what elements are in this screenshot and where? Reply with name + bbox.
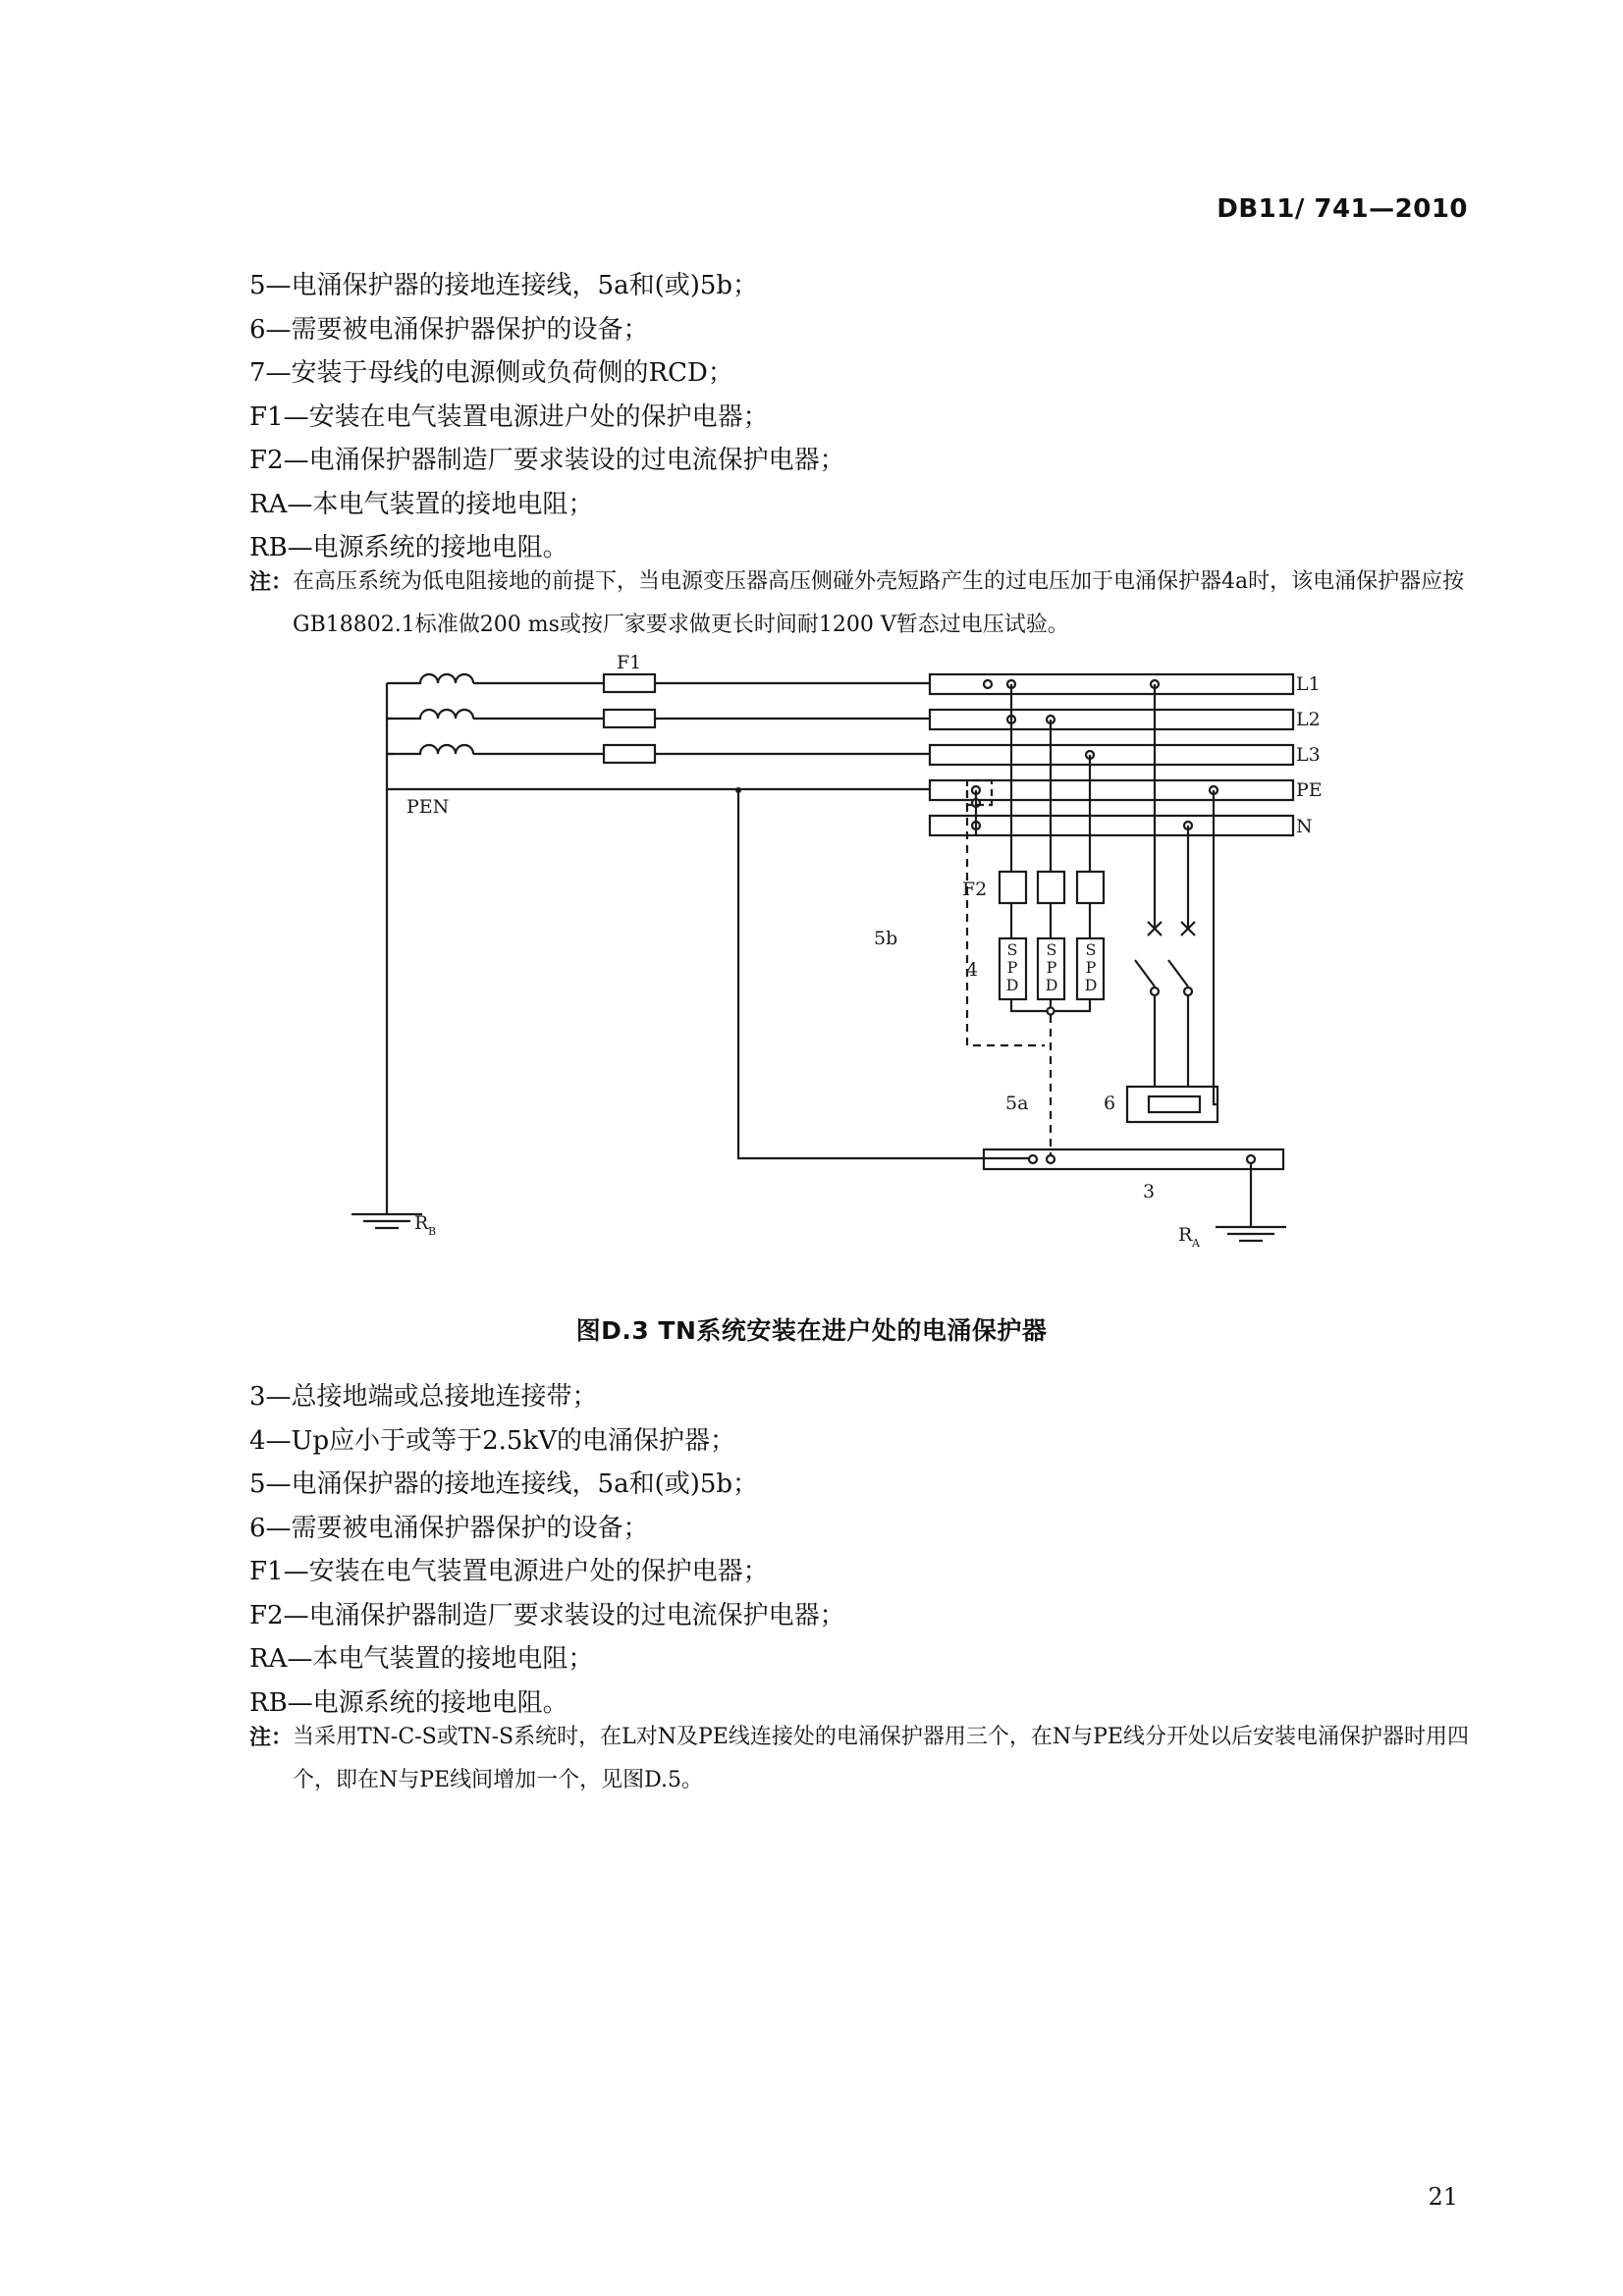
note-tag: 注： [249,1725,294,1750]
label-pe: PE [1296,779,1323,801]
note-top [249,561,1487,647]
label-4: 4 [966,959,979,981]
label-6: 6 [1104,1093,1116,1114]
spd-letter: S [1006,940,1018,959]
legend-item: 5—电涌保护器的接地连接线，5a和(或)5b； [249,271,759,300]
terminal [1048,1008,1055,1015]
legend-top [249,264,1467,570]
transformer-windings [387,674,473,1163]
earth-symbol-ra [1216,1227,1286,1241]
legend-item: 5—电涌保护器的接地连接线，5a和(或)5b； [249,1469,759,1499]
label-n: N [1296,816,1313,837]
spd-letter: P [1046,958,1057,977]
f2-leads [1011,684,1090,872]
legend-item: RA—本电气装置的接地电阻； [249,1644,594,1674]
label-rb-subscript: B [428,1225,437,1238]
label-f1: F1 [617,652,642,673]
label-ra-subscript: A [1192,1237,1200,1250]
page-number: 21 [1428,2183,1458,2211]
legend-item: 3—总接地端或总接地连接带； [249,1382,598,1412]
legend-item: 7—安装于母线的电源侧或负荷侧的RCD； [249,358,733,388]
note-text: 在高压系统为低电阻接地的前提下，当电源变压器高压侧碰外壳短路产生的过电压加于电涌保护器4a时，该电涌保护器应按GB18802.1标准做200 ms或按厂家要求做更长时间耐1200 V暂态过电压试验。 [293,569,1465,637]
protected-equipment-inner [1149,1096,1200,1112]
note-tag: 注： [249,569,294,595]
legend-item: F1—安装在电气装置电源进户处的保护电器； [249,1557,769,1586]
legend-bottom [249,1375,1467,1725]
legend-item: F2—电涌保护器制造厂要求装设的过电流保护电器； [249,1600,845,1630]
terminal [1029,1155,1037,1163]
figure-caption: 图D.3 TN系统安装在进户处的电涌保护器 [575,1316,1048,1345]
pe-to-equipment [1214,790,1217,1104]
protected-equipment [1127,1087,1217,1122]
tn-system-spd-diagram [324,648,1323,1276]
spd-letter: S [1085,940,1097,959]
label-5a: 5a [1005,1093,1029,1114]
phase-conductors [387,683,930,789]
f1-fuses [604,674,655,763]
spd-letter: D [1084,976,1098,994]
spd-letter: S [1046,940,1057,959]
label-ra: R [1178,1224,1193,1246]
label-l3: L3 [1296,744,1321,766]
legend-item: 6—需要被电涌保护器保护的设备； [249,1513,649,1543]
legend-item: 4—Up应小于或等于2.5kV的电涌保护器； [249,1425,735,1456]
label-l1: L1 [1296,673,1321,695]
label-3: 3 [1143,1181,1156,1202]
note-text: 当采用TN-C-S或TN-S系统时，在L对N及PE线连接处的电涌保护器用三个，在N与PE线分开处以后安装电涌保护器时用四个，即在N与PE线间增加一个，见图D.5。 [293,1725,1469,1792]
terminal [1047,1155,1055,1163]
note-bottom [249,1716,1487,1802]
legend-item: RB—电源系统的接地电阻。 [249,1687,568,1718]
document-code: DB11/ 741—2010 [1217,194,1468,224]
earth-symbol-rb [352,1163,422,1228]
legend-item: RA—本电气装置的接地电阻； [249,489,594,519]
legend-item: F2—电涌保护器制造厂要求装设的过电流保护电器； [249,446,845,475]
legend-item: 6—需要被电涌保护器保护的设备； [249,314,649,345]
label-rb: R [414,1212,429,1234]
label-f2: F2 [962,879,988,900]
spd-letter: D [1045,976,1058,994]
label-pen: PEN [406,796,450,818]
spd-letter: D [1005,976,1019,994]
label-l2: L2 [1296,709,1321,730]
f2-fuses [1000,872,1104,903]
legend-item: RB—电源系统的接地电阻。 [249,533,568,562]
terminals [972,680,1217,829]
terminal [1247,1155,1255,1163]
spd-letter: P [1006,958,1018,977]
spd-letter: P [1085,958,1097,977]
label-5b: 5b [874,928,898,949]
legend-item: F1—安装在电气装置电源进户处的保护电器； [249,401,769,432]
pen-to-earth-bar [738,790,1033,1158]
busbars [930,674,1293,835]
